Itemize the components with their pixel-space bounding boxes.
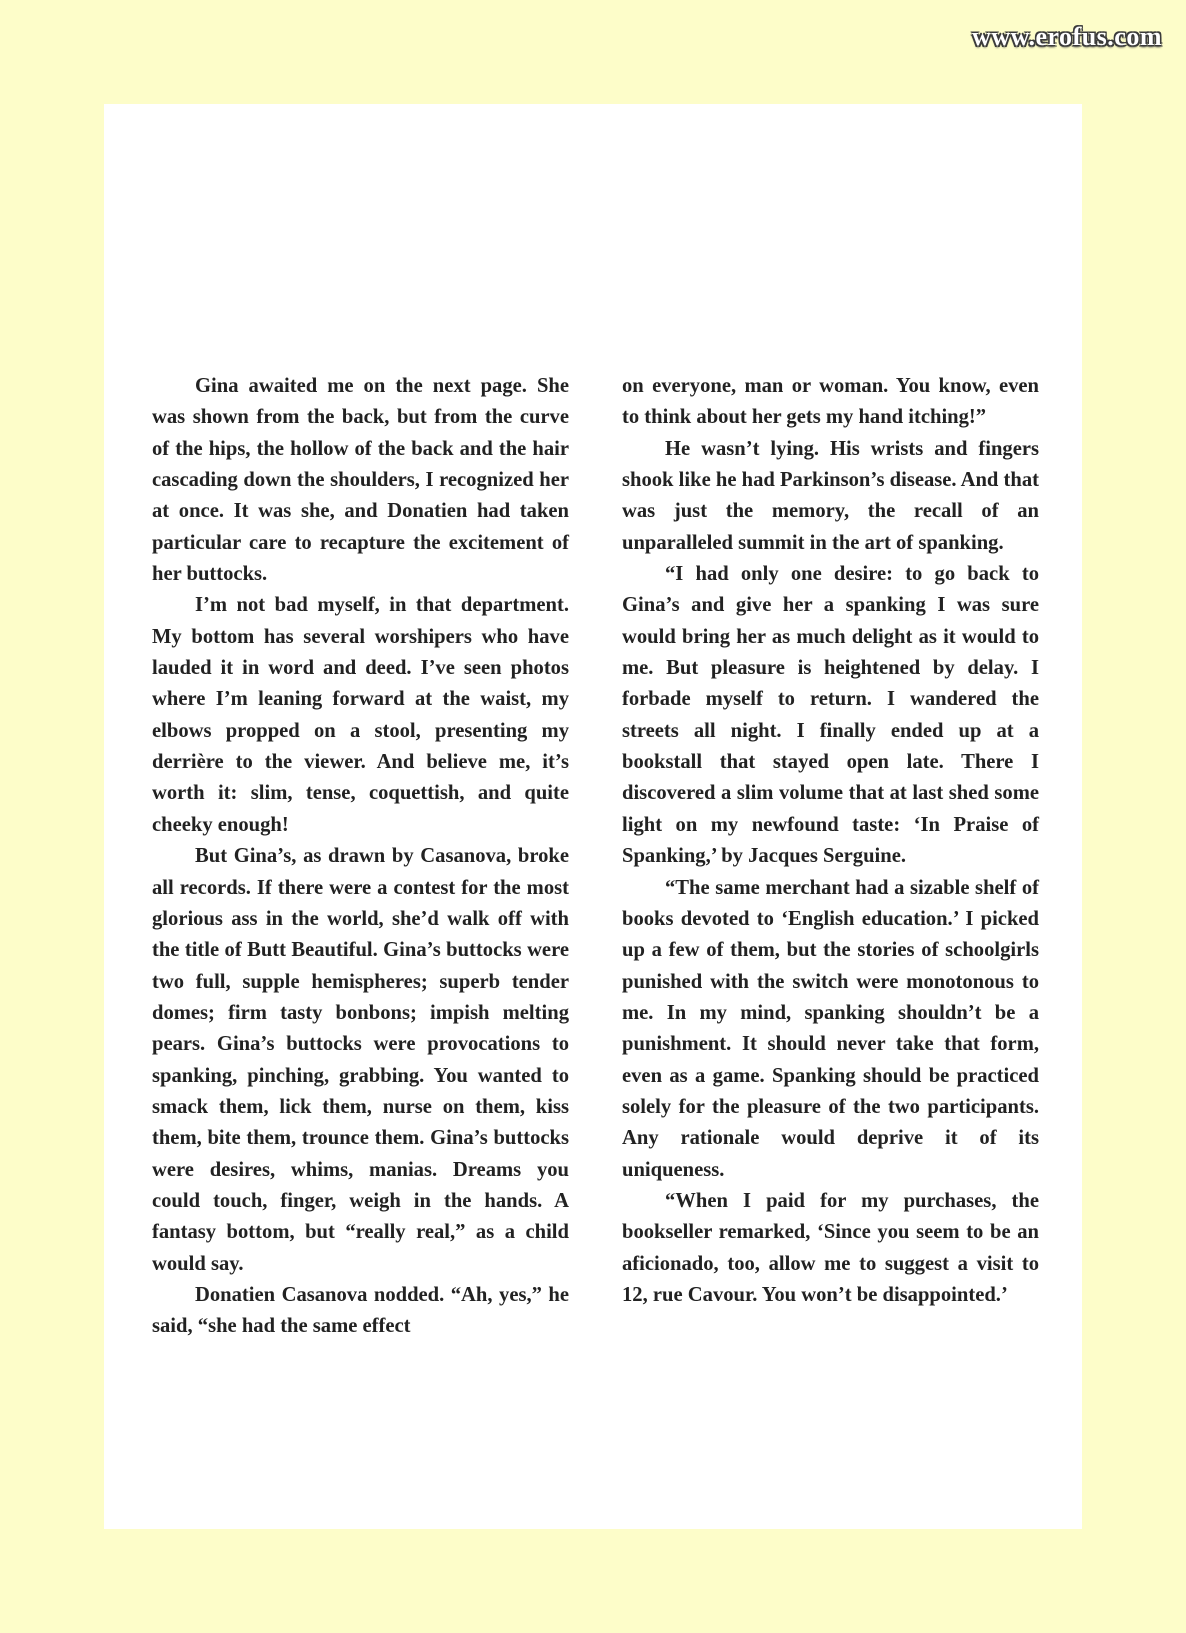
paragraph: “When I paid for my purchases, the bookseller remarked, ‘Since you seem to be an aficionado, too, allow me to suggest a visit to 12, rue Cavour. You won’t be disappointed.’	[622, 1189, 1039, 1306]
paragraph: Donatien Casanova nodded. “Ah, yes,” he said, “she had the same effect	[152, 1283, 569, 1338]
paragraph-continued: on everyone, man or woman. You know, even to think about her gets my hand itching!”	[622, 375, 1039, 429]
paragraph: “The same merchant had a sizable shelf of books devoted to ‘English education.’ I picked up a few of them, but the stories of schoolgirls punished with the switch were monotonous to me. In my mind, spanking shouldn’t be a punishment. It should never take that form, even as a game. Spanking should be practiced solely for the pleasure of the two participants. Any rationale would deprive it of its uniqueness.	[622, 876, 1039, 1181]
paragraph: But Gina’s, as drawn by Casanova, broke all records. If there were a contest for the most glorious ass in the world, she’d walk off with the title of Butt Beautiful. Gina’s buttocks were two full, supple hemispheres; superb tender domes; firm tasty bonbons; impish melting pears. Gina’s buttocks were provocations to spanking, pinching, grabbing. You wanted to smack them, lick them, nurse on them, kiss them, bite them, trounce them. Gina’s buttocks were desires, whims, manias. Dreams you could touch, finger, weigh in the hands. A fantasy bottom, but “really real,” as a child would say.	[152, 845, 569, 1275]
paragraph: Gina awaited me on the next page. She was shown from the back, but from the curve of the hips, the hollow of the back and the hair cascading down the shoulders, I recognized her at once. It was she, and Donatien had taken particular care to recapture the excitement of her buttocks.	[152, 375, 569, 586]
text-columns	[152, 371, 1039, 1343]
right-column	[622, 371, 1039, 1343]
watermark: www.erofus.com	[972, 22, 1162, 51]
left-column	[152, 371, 569, 1343]
paragraph: He wasn’t lying. His wrists and fingers shook like he had Parkinson’s disease. And that was just the memory, the recall of an unparalleled summit in the art of spanking.	[622, 437, 1039, 554]
paragraph: I’m not bad myself, in that department. My bottom has several worshipers who have lauded it in word and deed. I’ve seen photos where I’m leaning forward at the waist, my elbows propped on a stool, presenting my derrière to the viewer. And believe me, it’s worth it: slim, tense, coquettish, and quite cheeky enough!	[152, 594, 569, 836]
book-page	[104, 104, 1082, 1529]
paragraph: “I had only one desire: to go back to Gina’s and give her a spanking I was sure would bring her as much delight as it would to me. But pleasure is heightened by delay. I forbade myself to return. I wandered the streets all night. I finally ended up at a bookstall that stayed open late. There I discovered a slim volume that at last shed some light on my newfound taste: ‘In Praise of Spanking,’ by Jacques Serguine.	[622, 563, 1039, 868]
